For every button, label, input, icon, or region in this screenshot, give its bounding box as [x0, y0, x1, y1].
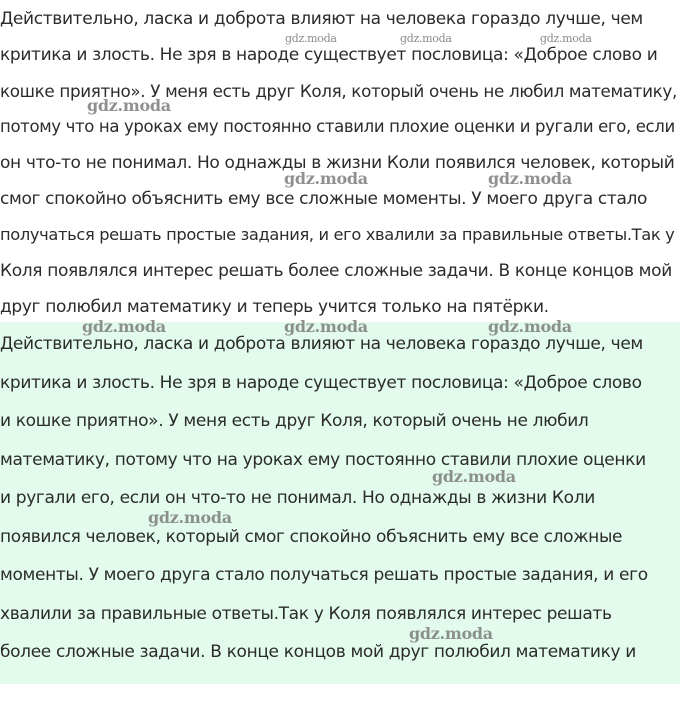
watermark: gdz.moda: [409, 624, 493, 643]
text-line: потому что на уроках ему постоянно ставили плохие оценки и ругали его, если: [0, 117, 675, 136]
watermark: gdz.moda: [284, 169, 368, 188]
text-line: и кошке приятно». У меня есть друг Коля, который очень не любил: [0, 411, 589, 431]
text-line: более сложные задачи. В конце концов мой друг полюбил математику и: [0, 642, 636, 662]
watermark: gdz.moda: [400, 32, 452, 45]
watermark: gdz.moda: [488, 317, 572, 336]
text-line: Действительно, ласка и доброта влияют на человека гораздо лучше, чем: [0, 9, 643, 29]
watermark: gdz.moda: [285, 32, 337, 45]
watermark: gdz.moda: [82, 317, 166, 336]
watermark: gdz.moda: [540, 32, 592, 45]
text-line: он что-то не понимал. Но однажды в жизни Коли появился человек, который: [0, 153, 675, 173]
paragraph-block-1: [0, 0, 680, 322]
text-line: Действительно, ласка и доброта влияют на человека гораздо лучше, чем: [0, 334, 643, 354]
text-line: критика и злость. Не зря в народе существует пословица: «Доброе слово: [0, 373, 642, 393]
text-line: кошке приятно». У меня есть друг Коля, который очень не любил математику,: [0, 81, 677, 101]
text-line: критика и злость. Не зря в народе существует пословица: «Доброе слово и: [0, 45, 658, 65]
text-line: и ругали его, если он что-то не понимал. Но однажды в жизни Коли: [0, 488, 595, 508]
text-line: появился человек, который смог спокойно объяснить ему все сложные: [0, 527, 623, 547]
watermark: gdz.moda: [148, 508, 232, 527]
text-line: Коля появлялся интерес решать более сложные задачи. В конце концов мой: [0, 261, 672, 281]
watermark: gdz.moda: [87, 96, 171, 115]
text-line: смог спокойно объяснить ему все сложные моменты. У моего друга стало: [0, 189, 648, 209]
watermark: gdz.moda: [432, 467, 516, 486]
text-line: получаться решать простые задания, и его хвалили за правильные ответы.Так у: [0, 225, 675, 244]
text-line: математику, потому что на уроках ему постоянно ставили плохие оценки: [0, 450, 646, 470]
watermark: gdz.moda: [284, 317, 368, 336]
text-line: друг полюбил математику и теперь учится только на пятёрки.: [0, 297, 549, 317]
text-line: моменты. У моего друга стало получаться решать простые задания, и его: [0, 565, 648, 585]
text-line: хвалили за правильные ответы.Так у Коля появлялся интерес решать: [0, 604, 612, 624]
paragraph-block-2: [0, 317, 680, 684]
watermark: gdz.moda: [488, 169, 572, 188]
